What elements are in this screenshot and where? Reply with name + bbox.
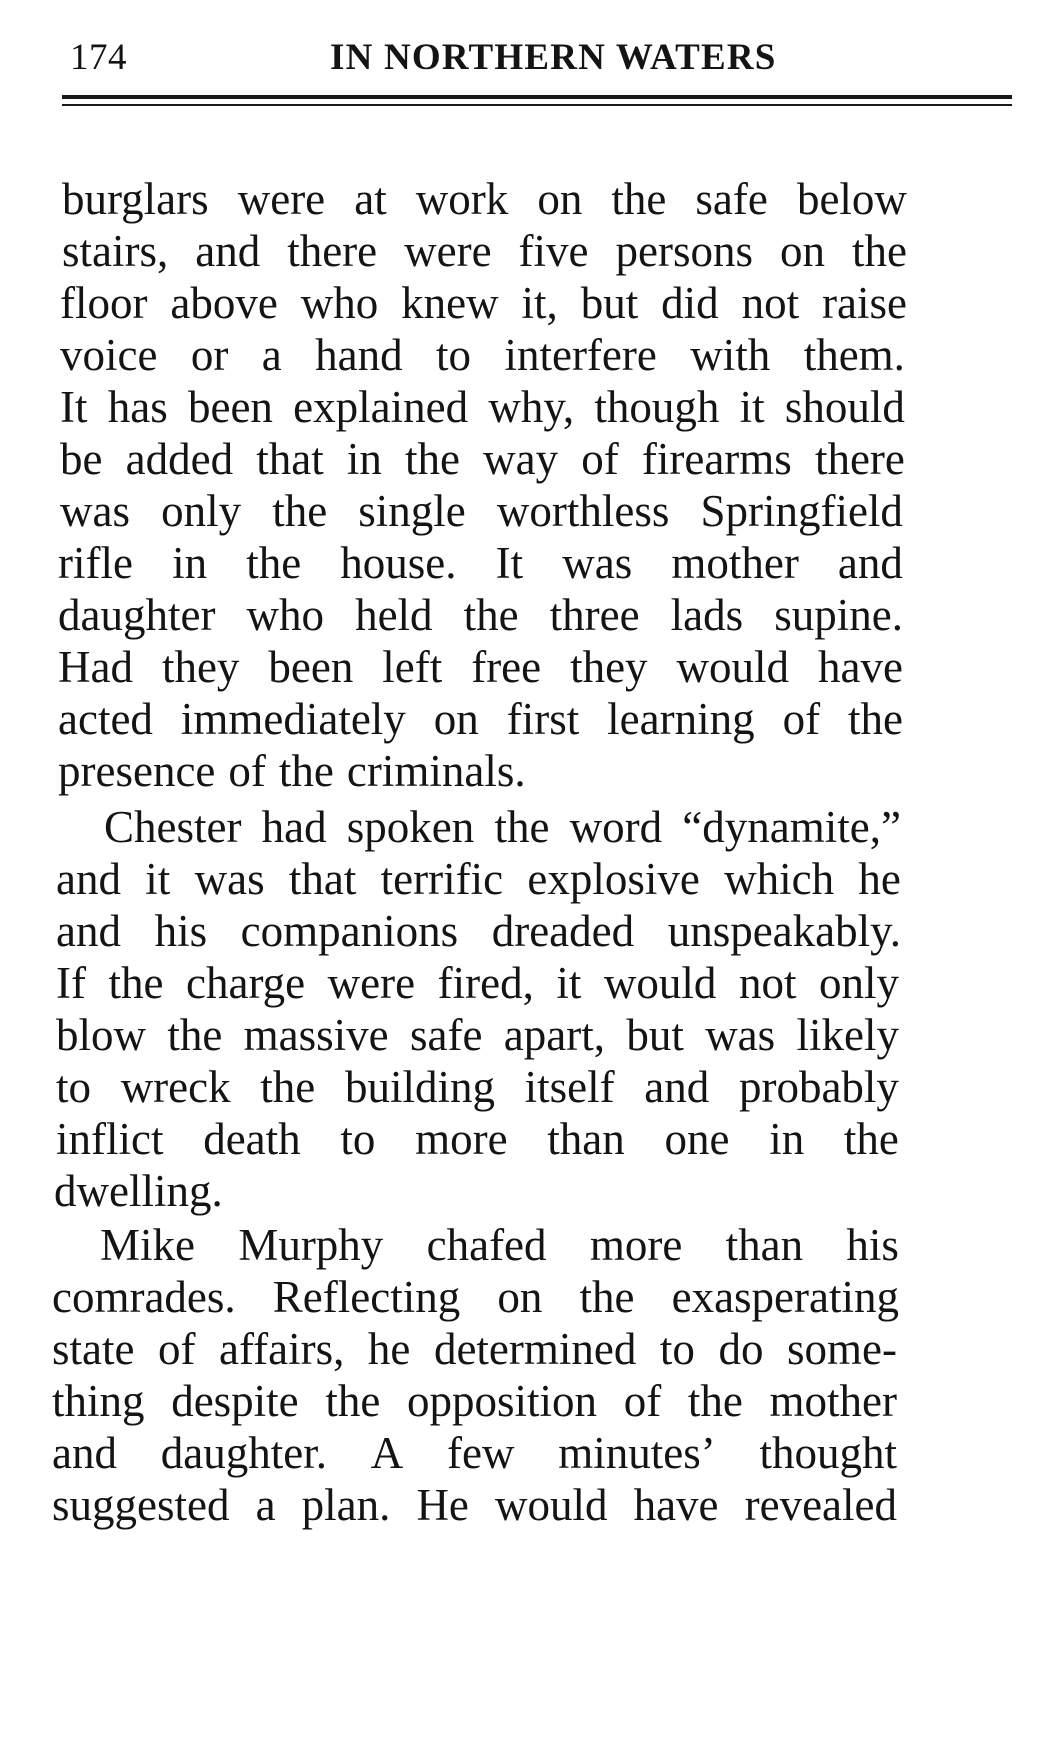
word: was (562, 538, 633, 588)
text-line (56, 954, 899, 1012)
word: the (108, 958, 164, 1008)
word: his (846, 1220, 899, 1270)
word: Had (58, 642, 133, 692)
word: there (287, 226, 378, 276)
word: in (172, 538, 208, 588)
word: left (382, 642, 443, 692)
word: the (325, 1376, 381, 1426)
word: the (167, 1010, 223, 1060)
word: with (690, 330, 771, 380)
word: free (471, 642, 542, 692)
word: he (858, 854, 901, 904)
word: been (268, 642, 354, 692)
text-line (58, 534, 903, 592)
word: more (589, 1220, 683, 1270)
word: single (358, 486, 466, 536)
word: a (255, 1480, 276, 1530)
word: than (547, 1114, 625, 1164)
word: that (288, 854, 357, 904)
word: at (354, 174, 387, 224)
word: the (848, 694, 903, 744)
word: his (154, 906, 208, 956)
text-line (60, 326, 905, 384)
word: he (367, 1324, 411, 1374)
word: do (718, 1324, 764, 1374)
text-line (58, 638, 903, 696)
word: was (194, 854, 265, 904)
word: the (278, 746, 334, 796)
word: learning (607, 694, 755, 744)
word: suggested (52, 1480, 230, 1530)
text-line (58, 586, 903, 644)
word: burglars (62, 174, 209, 224)
word: the (851, 226, 907, 276)
word: wreck (120, 1062, 231, 1112)
text-line (54, 1162, 899, 1220)
word: why, (488, 382, 575, 432)
text-line (56, 902, 901, 960)
word: above (170, 278, 278, 328)
word: and (56, 854, 121, 904)
word: to (436, 330, 472, 380)
word: and (52, 1428, 117, 1478)
text-line (52, 1268, 899, 1326)
word: should (784, 382, 905, 432)
word: presence (58, 746, 216, 796)
word: of (581, 434, 619, 484)
word: below (796, 174, 907, 224)
word: massive (243, 1010, 389, 1060)
word: in (346, 434, 382, 484)
word: only (818, 958, 899, 1008)
word: held (355, 590, 433, 640)
running-title: IN NORTHERN WATERS (330, 37, 777, 78)
word: be (60, 434, 103, 484)
word: death (203, 1114, 301, 1164)
word: or (190, 330, 229, 380)
word: had (261, 802, 327, 852)
word: first (506, 694, 580, 744)
word: He (416, 1480, 469, 1530)
word: one (664, 1114, 730, 1164)
page-number: 174 (70, 37, 127, 78)
word: Chester (104, 802, 242, 852)
word: the (611, 174, 667, 224)
word: mother (671, 538, 799, 588)
word: way (483, 434, 559, 484)
word: were (404, 226, 492, 276)
word: explained (293, 382, 469, 432)
word: been (187, 382, 273, 432)
word: revealed (744, 1480, 897, 1530)
word: were (237, 174, 326, 224)
word: apart, (503, 1010, 605, 1060)
word: work (415, 174, 509, 224)
word: would (603, 958, 717, 1008)
word: did (661, 278, 719, 328)
header-rule-thick (62, 95, 1012, 99)
word: of (623, 1376, 662, 1426)
word: despite (171, 1376, 299, 1426)
word: have (633, 1480, 719, 1530)
text-line (56, 850, 901, 908)
word: Springfield (700, 486, 903, 536)
word: and (56, 906, 121, 956)
word: house. (340, 538, 457, 588)
word: thing (52, 1376, 145, 1426)
text-line (52, 1424, 897, 1482)
word: comrades. (52, 1272, 236, 1322)
word: of (782, 694, 821, 744)
word: to (56, 1062, 92, 1112)
word: explosive (527, 854, 700, 904)
word: dreaded (491, 906, 635, 956)
word: supine. (774, 590, 903, 640)
word: have (817, 642, 903, 692)
word: the (463, 590, 519, 640)
text-line (56, 1058, 899, 1116)
word: Reflecting (272, 1272, 461, 1322)
word: that (256, 434, 324, 484)
word: and (195, 226, 261, 276)
word: the (687, 1376, 743, 1426)
word: on (537, 174, 583, 224)
word: chafed (426, 1220, 547, 1270)
word: and (644, 1062, 710, 1112)
word: persons (615, 226, 753, 276)
word: on (497, 1272, 543, 1322)
word: but (580, 278, 639, 328)
text-line (60, 482, 903, 540)
word: it (556, 958, 582, 1008)
text-line (104, 798, 901, 856)
word: blow (56, 1010, 146, 1060)
word: building (344, 1062, 495, 1112)
word: raise (821, 278, 907, 328)
word: the (843, 1114, 899, 1164)
word: companions (240, 906, 459, 956)
word: added (125, 434, 234, 484)
word: firearms (641, 434, 792, 484)
word: them. (803, 330, 905, 380)
word: on (779, 226, 825, 276)
word: who (246, 590, 324, 640)
word: but (626, 1010, 684, 1060)
word: lads (670, 590, 744, 640)
word: which (724, 854, 835, 904)
word: they (161, 642, 240, 692)
text-line (52, 1476, 897, 1534)
word: it (739, 382, 765, 432)
header-rule-thin (62, 104, 1012, 106)
word: hand (315, 330, 403, 380)
word: Mike (100, 1220, 195, 1270)
text-line (60, 378, 905, 436)
word: unspeakably. (667, 906, 901, 956)
word: some- (786, 1324, 897, 1374)
word: itself (524, 1062, 615, 1112)
text-line (58, 690, 903, 748)
word: immediately (180, 694, 406, 744)
word: who (300, 278, 379, 328)
word: probably (738, 1062, 899, 1112)
word: stairs, (62, 226, 169, 276)
word: it, (521, 278, 558, 328)
word: knew (401, 278, 499, 328)
text-line (62, 170, 907, 228)
word: would (676, 642, 790, 692)
word: only (161, 486, 242, 536)
word: though (594, 382, 720, 432)
word: affairs, (219, 1324, 345, 1374)
word: the (260, 1062, 316, 1112)
text-line (52, 1372, 897, 1430)
word: and (837, 538, 903, 588)
word: safe (695, 174, 768, 224)
word: Murphy (238, 1220, 384, 1270)
word: exasperating (671, 1272, 899, 1322)
word: more (415, 1114, 508, 1164)
word: the (579, 1272, 635, 1322)
word: would (495, 1480, 608, 1530)
word: state (52, 1324, 135, 1374)
word: safe (410, 1010, 483, 1060)
word: of (158, 1324, 196, 1374)
word: charge (186, 958, 306, 1008)
text-line (60, 430, 905, 488)
word: spoken (346, 802, 475, 852)
word: A (370, 1428, 404, 1478)
word: It (495, 538, 524, 588)
word: they (570, 642, 648, 692)
word: to (659, 1324, 695, 1374)
text-line (58, 742, 903, 800)
word: not (741, 278, 800, 328)
word: there (814, 434, 905, 484)
word: minutes’ (558, 1428, 716, 1478)
word: determined (433, 1324, 637, 1374)
word: It (60, 382, 88, 432)
word: daughter (58, 590, 216, 640)
word: acted (58, 694, 153, 744)
word: fired, (437, 958, 534, 1008)
word: the (272, 486, 328, 536)
word: worthless (496, 486, 670, 536)
word: on (433, 694, 479, 744)
word: plan. (301, 1480, 391, 1530)
word: inflict (56, 1114, 164, 1164)
word: not (738, 958, 797, 1008)
word: mother (769, 1376, 897, 1426)
text-line (56, 1006, 899, 1064)
text-line (56, 1110, 899, 1168)
word: thought (759, 1428, 897, 1478)
word: it (145, 854, 171, 904)
word: “dynamite,” (682, 802, 901, 852)
word: opposition (406, 1376, 598, 1426)
word: If (56, 958, 86, 1008)
word: the (246, 538, 302, 588)
word: than (725, 1220, 804, 1270)
word: to (340, 1114, 376, 1164)
word: likely (796, 1010, 899, 1060)
word: were (327, 958, 416, 1008)
word: in (769, 1114, 805, 1164)
word: voice (60, 330, 158, 380)
word: rifle (58, 538, 133, 588)
word: three (549, 590, 640, 640)
text-line (62, 222, 907, 280)
word: was (705, 1010, 776, 1060)
word: interfere (504, 330, 657, 380)
word: was (60, 486, 130, 536)
word: a (261, 330, 282, 380)
word: word (569, 802, 663, 852)
word: terrific (380, 854, 504, 904)
word: few (446, 1428, 515, 1478)
word: has (107, 382, 168, 432)
word: the (405, 434, 460, 484)
text-line (52, 1320, 897, 1378)
word: daughter. (160, 1428, 327, 1478)
text-line (100, 1216, 899, 1274)
word: five (518, 226, 589, 276)
word: of (228, 746, 266, 796)
running-head (62, 28, 1012, 80)
word: criminals. (346, 746, 526, 796)
text-line (60, 274, 907, 332)
word: floor (60, 278, 148, 328)
word: dwelling. (54, 1166, 223, 1216)
word: the (494, 802, 550, 852)
